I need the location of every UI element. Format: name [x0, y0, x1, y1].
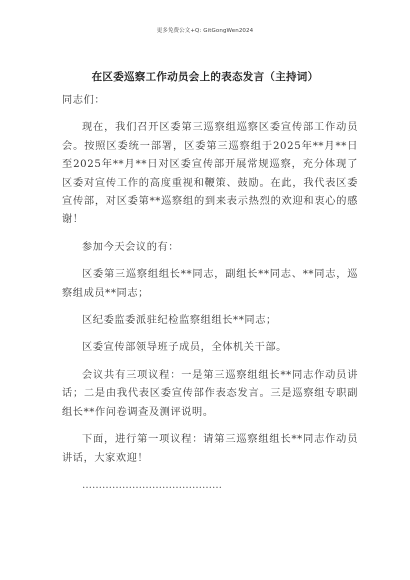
paragraph-attendees-intro: 参加今天会议的有：	[82, 241, 180, 253]
salutation: 同志们：	[62, 95, 106, 106]
paragraph-attendees-discipline: 区纪委监委派驻纪检监察组组长**同志；	[82, 315, 277, 327]
document-title: 在区委巡察工作动员会上的表态发言（主持词）	[91, 71, 319, 83]
header-note: 更多免费公文+Q: GitGongWen2024	[156, 28, 254, 34]
document-body	[62, 92, 358, 495]
paragraph-first-item: 下面，进行第一项议程：请第三巡察组组长**同志作动员讲话，大家欢迎！	[62, 434, 358, 464]
paragraph-attendees-department: 区委宣传部领导班子成员，全体机关干部。	[82, 342, 287, 354]
paragraph-agenda: 会议共有三项议程：一是第三巡察组组长**同志作动员讲话；二是由我代表区委宣传部作表态发言。三是巡察组专职副组长**作问卷调查及测评说明。	[62, 369, 358, 418]
paragraph-attendees-inspection-team: 区委第三巡察组组长**同志，副组长**同志、**同志，巡察组成员**同志；	[62, 269, 358, 299]
dotted-divider: ……………………………………	[82, 479, 222, 491]
paragraph-opening: 现在，我们召开区委第三巡察组巡察区委宣传部工作动员会。按照区委统一部署，区委第三巡察组于2025年**月**日至2025年**月**日对区委宣传部开展常规巡察，充分体现了区委对宣传工作的高度重视和鞭策、鼓励。在此，我代表区委宣传部，对区委第**巡察组的到来表示热烈的欢迎和衷心的感谢！	[62, 122, 358, 226]
